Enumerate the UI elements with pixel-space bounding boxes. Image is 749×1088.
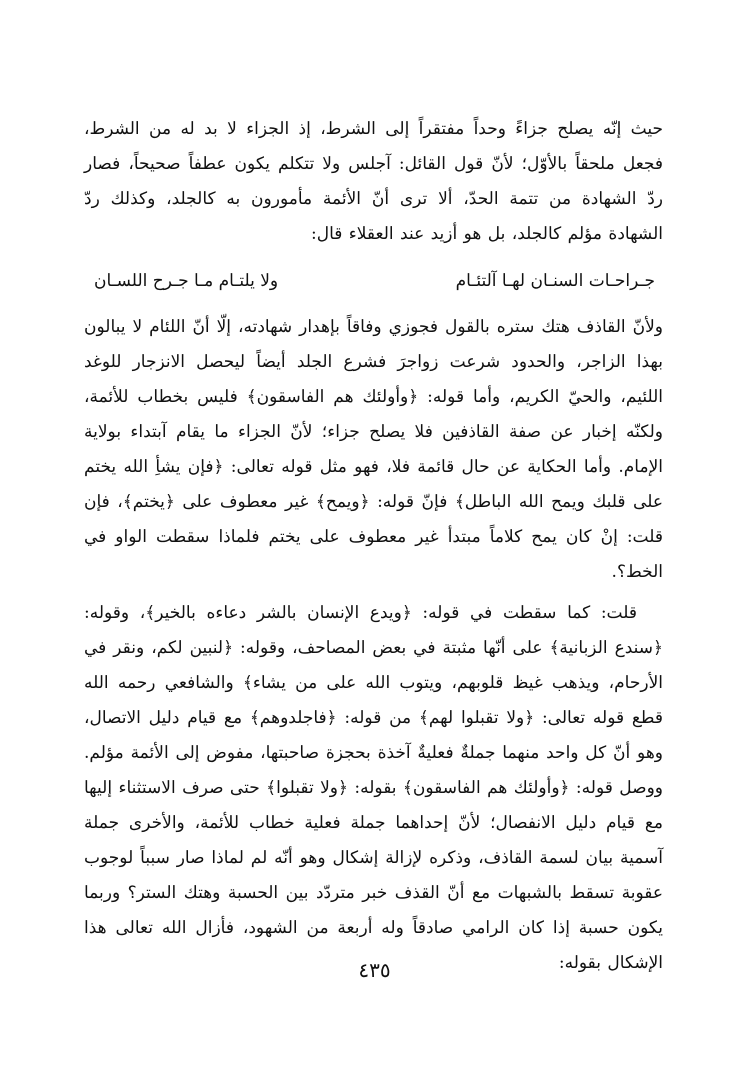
page-number: ٤٣٥ [358, 958, 391, 982]
verse-second-hemistich: ولا يلتـام مـا جـرح اللسـان [94, 271, 279, 291]
paragraph-3: قلت: كما سقطت في قوله: ﴿ويدع الإنسان بالشر دعاءه بالخير﴾، وقوله: ﴿سندع الزبانية﴾ على أنّها مثبتة في بعض المصاحف، وقوله: ﴿لنبين لكم، ونقر في الأرحام، ويذهب غيظ قلوبهم، ويتوب الله على من يشاء﴾ والشافعي رحمه الله قطع قوله تعالى: ﴿ولا تقبلوا لهم﴾ من قوله: ﴿فاجلدوهم﴾ مع قيام دليل الاتصال، وهو أنّ كل واحد منهما جملةٌ فعليةٌ آخذة بحجزة صاحبتها، مفوض إلى الأئمة مؤلم. ووصل قوله: ﴿وأولئك هم الفاسقون﴾ بقوله: ﴿ولا تقبلوا﴾ حتى صرف الاستثناء إليها مع قيام دليل الانفصال؛ لأنّ إحداهما جملة فعلية خطاب للأئمة، والأخرى جملة آسمية بيان لسمة القاذف، وذكره لإزالة إشكال وهو أنّه لم لماذا صار سبباً لوجوب عقوبة تسقط بالشبهات مع أنّ القذف خبر متردّد بين الحسبة وهتك الستر؟ وربما يكون حسبة إذا كان الرامي صادقاً وله أربعة من الشهود، فأزال الله تعالى هذا الإشكال بقوله: [84, 603, 663, 973]
paragraph-1: حيث إنّه يصلح جزاءً وحداً مفتقراً إلى الشرط، إذ الجزاء لا بد له من الشرط، فجعل ملحقاً بالأوّل؛ لأنّ قول القائل: آجلس ولا تتكلم يكون عطفاً صحيحاً، فصار ردّ الشهادة من تتمة الحدّ، ألا ترى أنّ الأئمة مأمورون به كالجلد، وكذلك ردّ الشهادة مؤلم كالجلد، بل هو أزيد عند العقلاء قال: [84, 119, 663, 244]
paragraph-2: ولأنّ القاذف هتك ستره بالقول فجوزي وفاقاً بإهدار شهادته، إلّا أنّ اللئام لا يبالون بهذا الزاجر، والحدود شرعت زواجرَ فشرع الجلد أيضاً ليحصل الانزجار للوغد اللئيم، والحيّ الكريم، وأما قوله: ﴿وأولئك هم الفاسقون﴾ فليس بخطاب للأئمة، ولكنّه إخبار عن صفة القاذفين فلا يصلح جزاء؛ لأنّ الجزاء ما يقام آبتداء بولاية الإمام. وأما الحكاية عن حال قائمة فلا، فهو مثل قوله تعالى: ﴿فإن يشأِ الله يختم على قلبك ويمح الله الباطل﴾ فإنّ قوله: ﴿ويمح﴾ غير معطوف على ﴿يختم﴾، فإن قلت: إنْ كان يمح كلاماً مبتدأ غير معطوف على يختم فلماذا سقطت الواو في الخط؟. [84, 317, 663, 582]
verse-first-hemistich: جـراحـات السنـان لهـا آلتئـام [455, 271, 655, 291]
poetry-verse [94, 254, 655, 308]
